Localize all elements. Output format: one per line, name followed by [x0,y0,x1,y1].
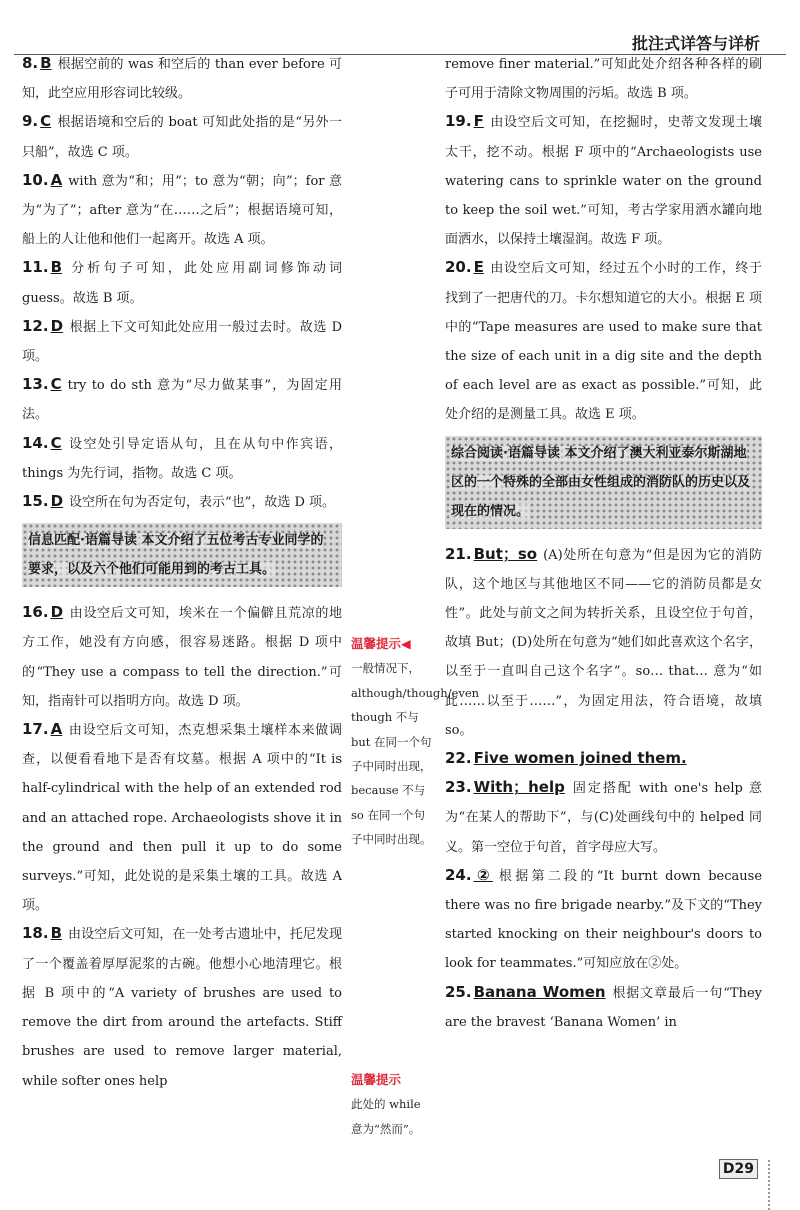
answer-item [445,254,762,429]
answer-key: E [473,258,484,277]
item-number: 15. [22,492,49,511]
answer-item [22,167,342,255]
explanation: 由设空后文可知，在挖掘时，史蒂文发现土壤太干，挖不动。根据 F 项中的“Archaeologists use watering cans to sprinkle water on the ground to keep the soil wet.”可知，考古学家用洒水罐向地面洒水，以保持土壤湿润。故选 F 项。 [445,115,762,248]
page-edge-dots [768,1160,792,1210]
item-number: 21. [445,544,472,563]
tip-note: 温馨提示◀ 一般情况下，although/though/even though 不与 but 在同一个句子中同时出现，because 不与 so 在同一个句子中同时出现。 [351,636,480,847]
continued-text: remove finer material.”可知此处介绍各种各样的刷子可用于清除文物周围的污垢。故选 B 项。 [445,57,762,102]
item-number: 22. [445,749,472,768]
page-number: D29 [719,1159,758,1179]
answer-item [445,979,762,1037]
answer-item [445,541,762,745]
answer-item [22,254,342,312]
answer-key: D [50,492,64,511]
answer-key: D [50,603,64,622]
answer-key: A [50,170,63,189]
explanation: 分析句子可知，此处应用副词修饰动词 guess。故选 B 项。 [22,261,342,306]
answer-key: Banana Women [473,982,606,1001]
item-number: 25. [445,982,472,1001]
item-number: 23. [445,778,472,797]
explanation: (A)处所在句意为“但是因为它的消防队，这个地区与其他地区不同——它的消防员都是女性”。此处与前文之间为转折关系，且设空位于句首，故填 But；(D)处所在句意为“她们如此喜欢这个名字，以至于一直叫自己这个名字”。so… that… 意为“如此……以至于……”，为固定用法，符合语境，故填 so。 [445,547,762,738]
answer-key: C [50,433,62,452]
item-number: 17. [22,720,49,739]
answer-key: C [50,375,62,394]
explanation: 由设空后文可知，经过五个小时的工作，终于找到了一把唐代的刀。卡尔想知道它的大小。根据 E 项中的“Tape measures are used to make sure that the size of each unit in a dig site and the depth of each level are as exact as possible.”可知，此处介绍的是测量工具。故选 E 项。 [445,261,762,423]
explanation: 固定搭配 with one's help 意为“在某人的帮助下”，与(C)处画线句中的 helped 同义。第一空位于句首，首字母应大写。 [445,781,762,855]
explanation: 设空所在句为否定句，表示“也”，故选 D 项。 [69,495,336,511]
answer-key: ② [473,865,493,884]
item-number: 14. [22,433,49,452]
page-header: 批注式详答与详析 [631,34,760,53]
item-number: 9. [22,112,39,131]
answer-item [22,50,342,108]
explanation: 根据上下文可知此处应用一般过去时。故选 D 项。 [22,319,342,365]
answer-key: B [40,54,52,72]
answer-item [445,862,762,979]
answer-item [22,313,342,371]
right-column [445,50,762,1037]
answer-item [445,745,762,774]
item-number: 8. [22,54,39,72]
item-number: 18. [22,924,49,943]
item-number: 13. [22,375,49,394]
answer-item [22,920,342,1095]
explanation: 设空处引导定语从句，且在从句中作宾语，things 为先行词，指物。故选 C 项。 [22,436,342,481]
explanation: 由设空后文可知，杰克想采集土壤样本来做调查，以便看看地下是否有坟墓。根据 A 项中的“It is half-cylindrical with the help of an extended rod and an attached rope. Archaeologists shove it in the ground and then pull it up to do some surveys.”可知，此处说的是采集土壤的工具。故选 A 项。 [22,723,342,914]
explanation: 根据文章最后一句“They are the bravest ‘Banana Women’ in [445,985,762,1030]
explanation: try to do sth 意为“尽力做某事”，为固定用法。 [22,378,342,423]
answer-key: D [50,316,64,335]
explanation: 根据空前的 was 和空后的 than ever before 可知，此空应用形容词比较级。 [22,57,342,102]
answer-key: With；help [473,778,565,797]
explanation: with 意为“和；用”；to 意为“朝；向”；for 意为“为了”；after 意为“在……之后”；根据语境可知，船上的人让他和他们一起离开。故选 A 项。 [22,173,342,248]
item-number: 10. [22,170,49,189]
answer-key: F [473,112,484,131]
answer-key: B [50,924,63,943]
explanation: 由设空后文可知，埃米在一个偏僻且荒凉的地方工作，她没有方向感，很容易迷路。根据 D 项中的“They use a compass to tell the direction.”可知，指南针可以指明方向。故选 D 项。 [22,606,342,709]
explanation: 根据语境和空后的 boat 可知此处指的是“另外一只船”，故选 C 项。 [22,115,342,160]
explanation: 由设空后文可知，在一处考古遗址中，托尼发现了一个覆盖着厚厚泥浆的古碗。他想小心地清理它。根据 B 项中的“A variety of brushes are used to remove the dirt from around the artefacts. Stiff brushes are used to remove larger material, while softer ones help [22,927,342,1089]
item-number: 24. [445,865,472,884]
reading-guide-box: 信息匹配·语篇导读 本文介绍了五位考古专业同学的要求，以及六个他们可能用到的考古工具。 [22,523,342,587]
answer-item [22,599,342,716]
answer-key: B [50,258,63,277]
left-column [22,50,342,1096]
answer-item [22,488,342,517]
answer-key: A [50,720,63,739]
answer-item [445,108,762,254]
answer-key: C [40,112,52,131]
answer-item [22,371,342,429]
answer-item [445,774,762,862]
answer-item [22,108,342,166]
item-number: 20. [445,258,472,277]
explanation: 根据第二段的“It burnt down because there was no fire brigade nearby.”及下文的“They started knocking on their neighbour's doors to look for teammates.”可知应放在②处。 [445,868,763,972]
tip-note: 温馨提示 此处的 while 意为“然而”。 [351,1072,421,1136]
item-number: 11. [22,258,49,277]
answer-key: Five women joined them. [473,749,687,768]
item-number: 19. [445,112,472,131]
reading-guide-box: 综合阅读·语篇导读 本文介绍了澳大利亚泰尔斯湖地区的一个特殊的全部由女性组成的消防队的历史以及现在的情况。 [445,436,762,529]
answer-key: But；so [473,544,538,563]
answer-item [22,430,342,488]
item-number: 12. [22,316,49,335]
answer-item [22,716,342,920]
item-number: 16. [22,603,49,622]
